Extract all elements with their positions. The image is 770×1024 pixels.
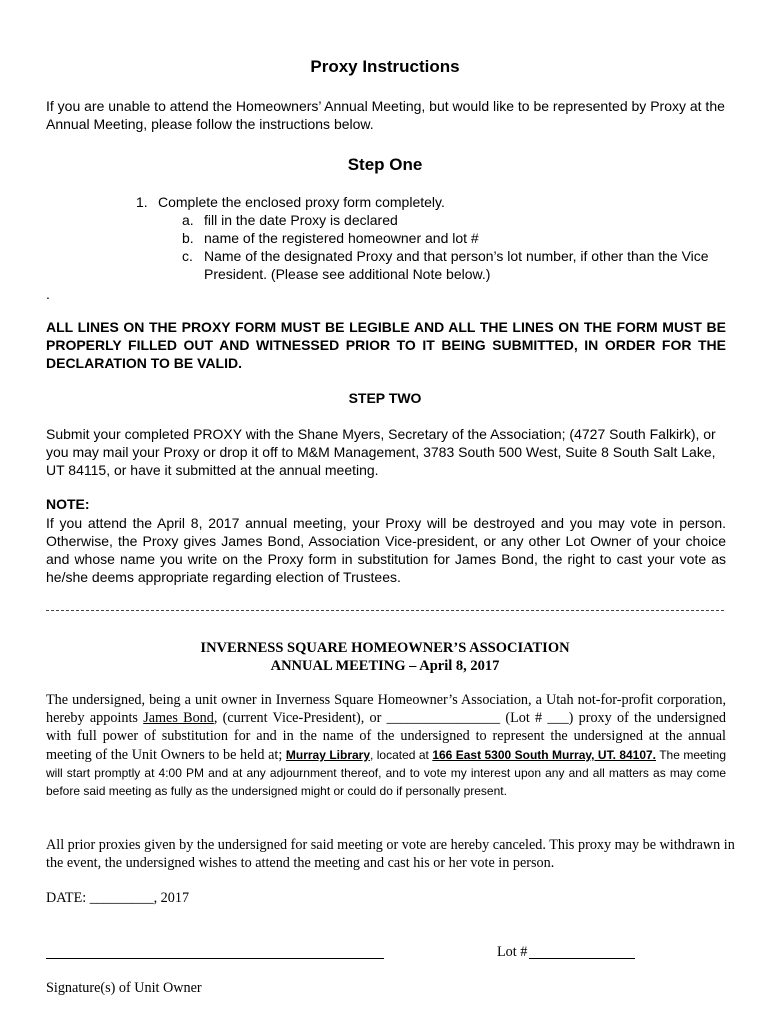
step-two-paragraph: Submit your completed PROXY with the Shane Myers, Secretary of the Association; (4727 South Falkirk), or you may mail your Proxy or drop it off to M&M Management, 3783 South 500 West, Suite 8 South Salt Lake, UT 84115, or have it submitted at the annual meeting. [46, 426, 716, 478]
meeting-address: 166 East 5300 South Murray, UT. 84107. [432, 747, 657, 762]
sub-item-text: name of the registered homeowner and lot # [204, 230, 479, 246]
proxy-appointment-paragraph [46, 691, 726, 800]
sub-item-text: fill in the date Proxy is declared [204, 212, 398, 228]
warning-paragraph: ALL LINES ON THE PROXY FORM MUST BE LEGIBLE AND ALL THE LINES ON THE FORM MUST BE PROPERLY FILLED OUT AND WITNESSED PRIOR TO IT BEING SUBMITTED, IN ORDER FOR THE DECLARATION TO BE VALID. [46, 319, 726, 371]
sub-item-letter: c. [182, 248, 193, 264]
date-field: DATE: _________, 2017 [46, 890, 190, 906]
lot-number-line [529, 958, 635, 959]
paragraph-text: The meeting will start promptly at 4:00 PM and at any adjournment thereof, and to vote my interest upon any and all matters as may come before said meeting as fully as the undersigned might or could do if personally present. [46, 747, 727, 799]
step-one-heading: Step One [347, 155, 423, 174]
cut-line-divider [46, 610, 724, 611]
sub-item-letter: a. [182, 212, 194, 228]
paragraph-text: , located at [370, 747, 433, 762]
signature-line [46, 958, 384, 959]
revocation-paragraph: All prior proxies given by the undersigned for said meeting or vote are hereby canceled. This proxy may be withdrawn in the event, the undersigned wishes to attend the meeting and cast his or her vote in person. [46, 837, 735, 872]
sub-item-letter: b. [182, 230, 194, 246]
proxy-name: James Bond [143, 710, 214, 727]
note-paragraph: If you attend the April 8, 2017 annual meeting, your Proxy will be destroyed and you may vote in person. Otherwise, the Proxy gives James Bond, Association Vice-president, or any other Lot Owner of your choice and whose name you write on the Proxy form in substitution for James Bond, the right to cast your vote as he/she deems appropriate regarding election of Trustees. [46, 515, 726, 585]
meeting-location: Murray Library [285, 747, 371, 762]
stray-dot: . [46, 286, 50, 302]
paragraph-text: , (current Vice-President), or ________________ (Lot # ___) proxy of the undersigned with full power of substitution for and in the name of the undersigned to represent the undersigned at the annual meeting of the Unit Owners to be held at; [46, 710, 726, 763]
meeting-title: ANNUAL MEETING – April 8, 2017 [270, 658, 500, 674]
paragraph-text: The undersigned, being a unit owner in Inverness Square Homeowner’s Association, a Utah not-for-profit corporation, hereby appoints [46, 692, 726, 727]
step-two-heading: STEP TWO [348, 390, 422, 406]
signature-label: Signature(s) of Unit Owner [46, 980, 202, 996]
association-name: INVERNESS SQUARE HOMEOWNER’S ASSOCIATION [200, 640, 570, 656]
page-title: Proxy Instructions [310, 57, 460, 76]
list-item-text: Complete the enclosed proxy form completely. [158, 194, 445, 210]
intro-paragraph: If you are unable to attend the Homeowners’ Annual Meeting, but would like to be represented by Proxy at the Annual Meeting, please follow the instructions below. [46, 98, 725, 132]
list-item-number: 1. [136, 194, 148, 210]
lot-number-label: Lot # [497, 944, 528, 960]
sub-item-text: Name of the designated Proxy and that person’s lot number, if other than the Vice President. (Please see additional Note below.) [204, 248, 709, 282]
note-heading: NOTE: [46, 496, 90, 512]
